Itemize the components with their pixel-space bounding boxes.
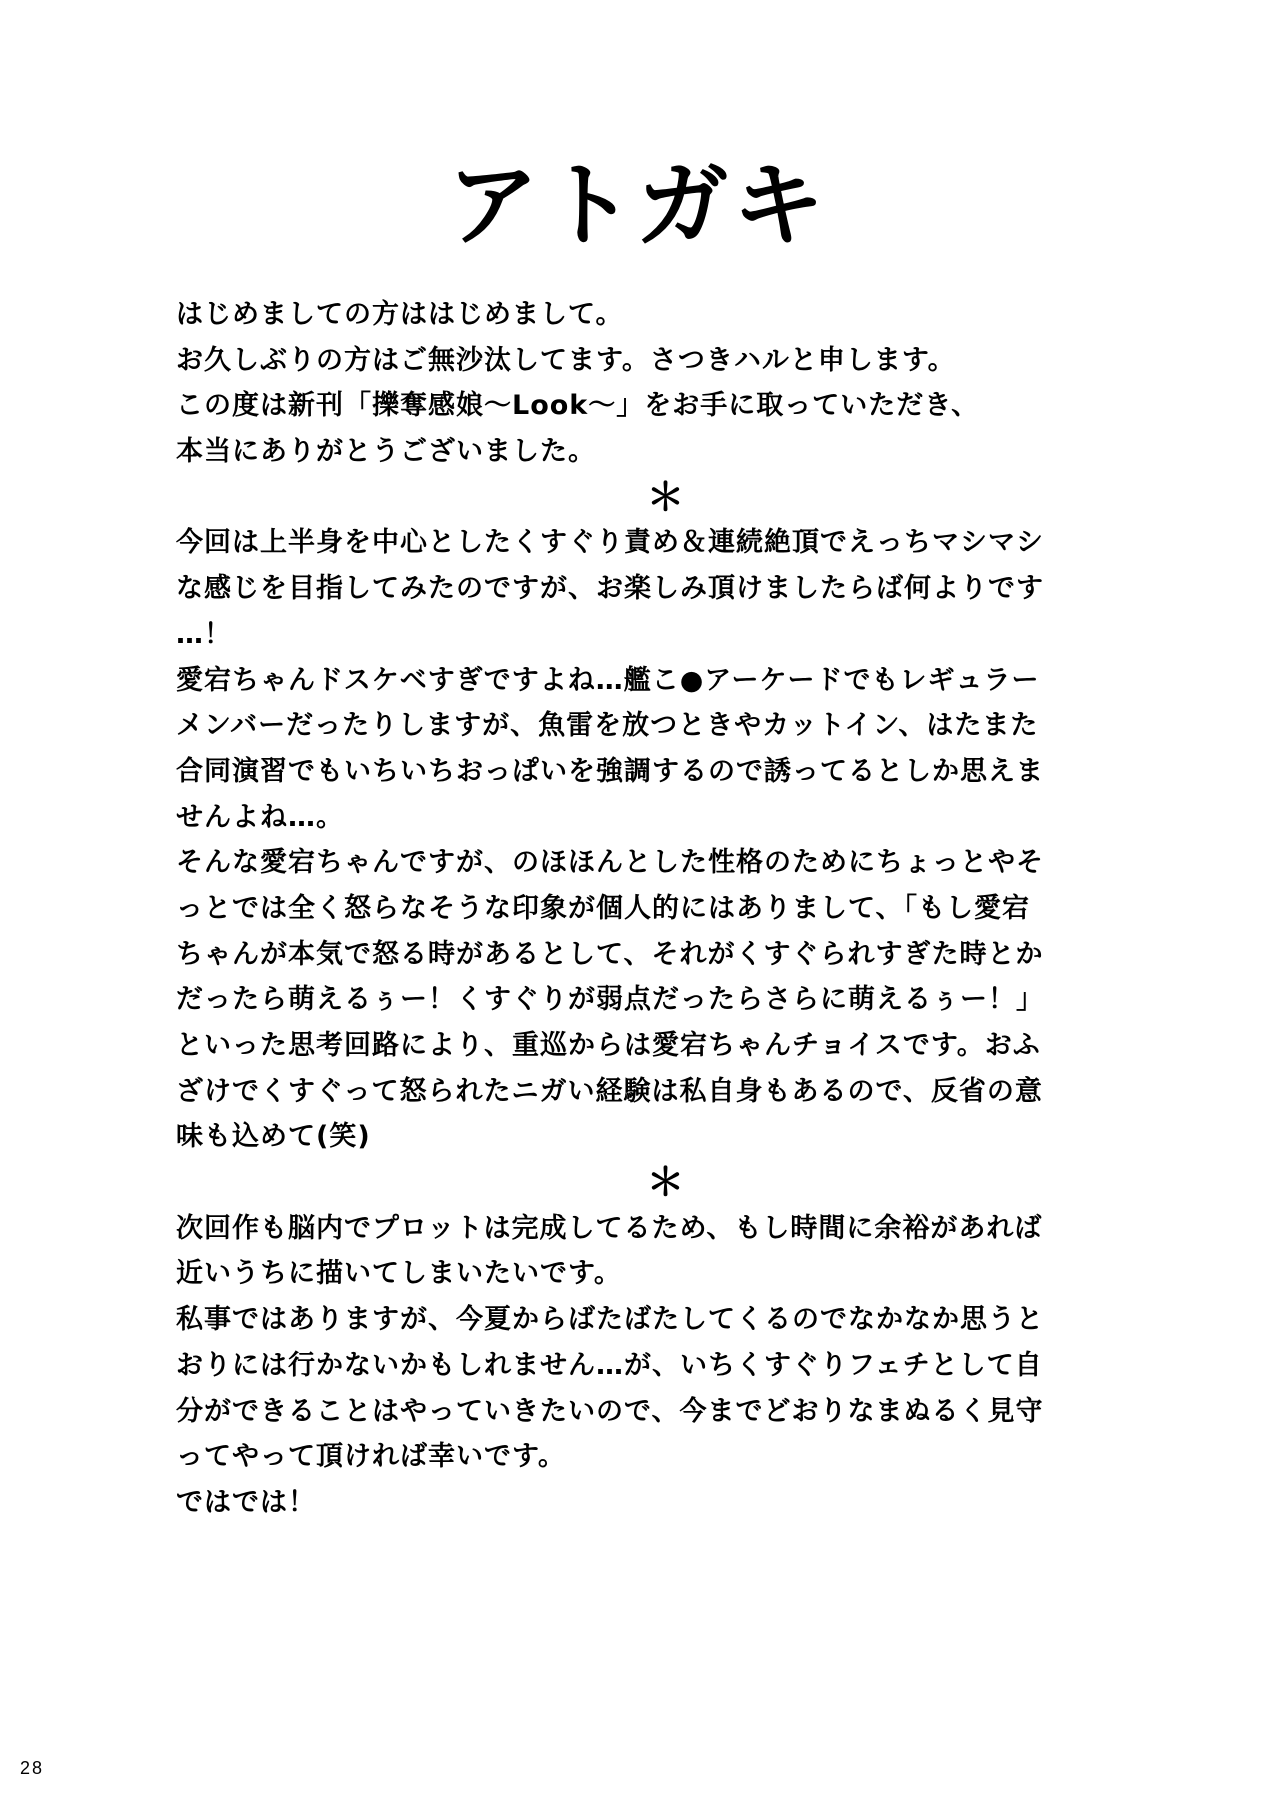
text-line: はじめましての方ははじめまして。 [176, 299, 624, 330]
section-separator: ＊ [646, 474, 686, 519]
text-line: ってやって頂ければ幸いです。 [176, 1441, 566, 1473]
text-line: 合同演習でもいちいちおっぱいを強調するので誘ってるとしか思えま [176, 755, 1044, 787]
text-line: な感じを目指してみたのですが、お楽しみ頂けましたらば何よりです [176, 573, 1044, 605]
text-line: ざけでくすぐって怒られたニガい経験は私自身もあるので、反省の意 [176, 1075, 1043, 1107]
text-line: ちゃんが本気で怒る時があるとして、それがくすぐられすぎた時とか [176, 938, 1044, 970]
text-line: 今回は上半身を中心としたくすぐり責め＆連続絶頂でえっちマシマシ [176, 527, 1044, 559]
afterword-body [176, 292, 1136, 1526]
text-line: せんよね…。 [176, 801, 344, 833]
text-line: …！ [176, 618, 232, 650]
text-line: 近いうちに描いてしまいたいです。 [176, 1258, 622, 1290]
text-line: 私事ではありますが、今夏からばたばたしてくるのでなかなか思うと [176, 1304, 1044, 1336]
text-line: といった思考回路により、重巡からは愛宕ちゃんチョイスです。おふ [176, 1030, 1041, 1061]
text-line: 本当にありがとうございました。 [176, 436, 596, 468]
text-line: 愛宕ちゃんドスケベすぎですよね…艦こ●アーケードでもレギュラー [176, 664, 1040, 696]
text-line: お久しぶりの方はご無沙汰してます。さつきハルと申します。 [176, 344, 956, 376]
section-separator: ＊ [646, 1160, 686, 1205]
text-line: この度は新刊「擽奪感娘〜Look〜」をお手に取っていただき、 [176, 390, 980, 422]
text-line: 味も込めて(笑) [176, 1121, 371, 1153]
text-line: ではでは！ [176, 1486, 316, 1518]
text-line: おりには行かないかもしれません…が、いちくすぐりフェチとして自 [176, 1349, 1043, 1381]
text-line: 分ができることはやっていきたいので、今までどおりなまぬるく見守 [176, 1395, 1044, 1427]
text-line: だったら萌えるぅー！くすぐりが弱点だったらさらに萌えるぅー！」 [176, 984, 1044, 1016]
text-line: そんな愛宕ちゃんですが、のほほんとした性格のためにちょっとやそ [176, 847, 1044, 879]
text-line: 次回作も脳内でプロットは完成してるため、もし時間に余裕があれば [176, 1212, 1043, 1244]
page-number: 28 [20, 1758, 45, 1778]
text-line: メンバーだったりしますが、魚雷を放つときやカットイン、はたまた [176, 710, 1039, 742]
page-title: アトガキ [446, 152, 829, 259]
text-line: っとでは全く怒らなそうな印象が個人的にはありまして、「もし愛宕 [176, 892, 1030, 924]
